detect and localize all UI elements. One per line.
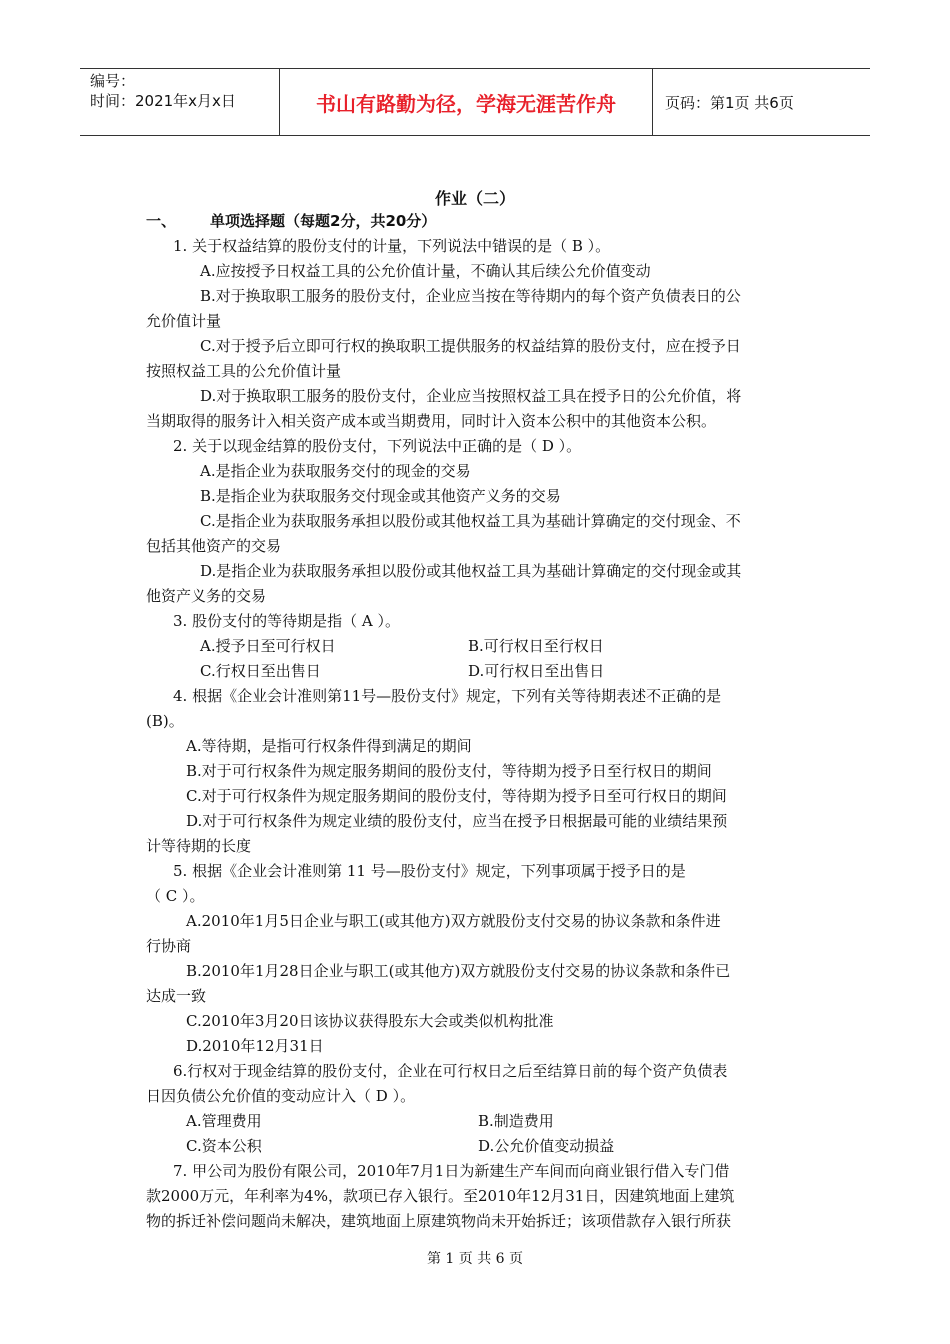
continuation-line: 款2000万元，年利率为4%，款项已存入银行。至2010年12月31日，因建筑地面上建筑 <box>146 1187 735 1205</box>
option-line: A.2010年1月5日企业与职工(或其他方)双方就股份支付交易的协议条款和条件进 <box>186 912 721 930</box>
question-line: 2. 关于以现金结算的股份支付，下列说法中正确的是（ D ）。 <box>173 437 582 455</box>
question-line: 6.行权对于现金结算的股份支付，企业在可行权日之后至结算日前的每个资产负债表 <box>173 1062 728 1080</box>
continuation-line: 当期取得的服务计入相关资产成本或当期费用，同时计入资本公积中的其他资本公积。 <box>146 412 717 430</box>
continuation-line: 包括其他资产的交易 <box>146 537 282 555</box>
continuation-line: 物的拆迁补偿问题尚未解决，建筑地面上原建筑物尚未开始拆迁；该项借款存入银行所获 <box>146 1212 732 1230</box>
document-time-label: 时间：2021年x月x日 <box>90 92 236 110</box>
option-line: A.管理费用 <box>186 1112 262 1130</box>
document-number-label: 编号： <box>90 72 136 90</box>
continuation-line: 行协商 <box>146 937 192 955</box>
option-line: C.行权日至出售日 <box>200 662 321 680</box>
option-line: D.2010年12月31日 <box>186 1037 324 1055</box>
page-header <box>80 68 870 136</box>
page-title: 作业（二） <box>434 189 515 208</box>
continuation-line: 达成一致 <box>146 987 207 1005</box>
option-line: D.可行权日至出售日 <box>468 662 605 680</box>
continuation-line: （ C ）。 <box>146 887 205 905</box>
question-line: 7. 甲公司为股份有限公司，2010年7月1日为新建生产车间而向商业银行借入专门借 <box>173 1162 730 1180</box>
question-line: 1. 关于权益结算的股份支付的计量，下列说法中错误的是（ B ）。 <box>173 237 611 255</box>
continuation-line: (B)。 <box>146 712 184 730</box>
option-line: D.公允价值变动损益 <box>478 1137 615 1155</box>
question-line: 3. 股份支付的等待期是指（ A ）。 <box>173 612 400 630</box>
option-line: B.对于可行权条件为规定服务期间的股份支付，等待期为授予日至行权日的期间 <box>186 762 712 780</box>
option-line: B.2010年1月28日企业与职工(或其他方)双方就股份支付交易的协议条款和条件已 <box>186 962 731 980</box>
option-line: D.对于可行权条件为规定业绩的股份支付，应当在授予日根据最可能的业绩结果预 <box>186 812 728 830</box>
header-motto: 书山有路勤为径，学海无涯苦作舟 <box>280 69 653 135</box>
page-footer: 第 1 页 共 6 页 <box>426 1251 524 1267</box>
option-line: A.等待期，是指可行权条件得到满足的期间 <box>186 737 472 755</box>
option-line: B.可行权日至行权日 <box>468 637 604 655</box>
option-line: A.授予日至可行权日 <box>200 637 336 655</box>
continuation-line: 计等待期的长度 <box>146 837 252 855</box>
option-line: A.是指企业为获取服务交付的现金的交易 <box>200 462 471 480</box>
option-line: B.对于换取职工服务的股份支付，企业应当按在等待期内的每个资产负债表日的公 <box>200 287 741 305</box>
question-line: 4. 根据《企业会计准则第11号—股份支付》规定，下列有关等待期表述不正确的是 <box>173 687 722 705</box>
option-line: D.是指企业为获取服务承担以股份或其他权益工具为基础计算确定的交付现金或其 <box>200 562 742 580</box>
section-heading: 单项选择题（每题2分，共20分） <box>210 212 437 230</box>
option-line: C.2010年3月20日该协议获得股东大会或类似机构批准 <box>186 1012 554 1030</box>
option-line: D.对于换取职工服务的股份支付，企业应当按照权益工具在授予日的公允价值，将 <box>200 387 742 405</box>
section-number: 一、 <box>146 212 177 230</box>
continuation-line: 他资产义务的交易 <box>146 587 267 605</box>
option-line: A.应按授予日权益工具的公允价值计量，不确认其后续公允价值变动 <box>200 262 651 280</box>
header-left-cell <box>80 69 280 135</box>
continuation-line: 日因负债公允价值的变动应计入（ D ）。 <box>146 1087 416 1105</box>
continuation-line: 按照权益工具的公允价值计量 <box>146 362 342 380</box>
option-line: B.是指企业为获取服务交付现金或其他资产义务的交易 <box>200 487 561 505</box>
continuation-line: 允价值计量 <box>146 312 222 330</box>
option-line: C.对于授予后立即可行权的换取职工提供服务的权益结算的股份支付，应在授予日 <box>200 337 741 355</box>
option-line: C.对于可行权条件为规定服务期间的股份支付，等待期为授予日至可行权日的期间 <box>186 787 727 805</box>
option-line: C.是指企业为获取服务承担以股份或其他权益工具为基础计算确定的交付现金、不 <box>200 512 741 530</box>
header-page-label: 页码：第1页 共6页 <box>665 93 794 112</box>
question-line: 5. 根据《企业会计准则第 11 号—股份支付》规定，下列事项属于授予日的是 <box>173 862 686 880</box>
option-line: C.资本公积 <box>186 1137 262 1155</box>
option-line: B.制造费用 <box>478 1112 554 1130</box>
